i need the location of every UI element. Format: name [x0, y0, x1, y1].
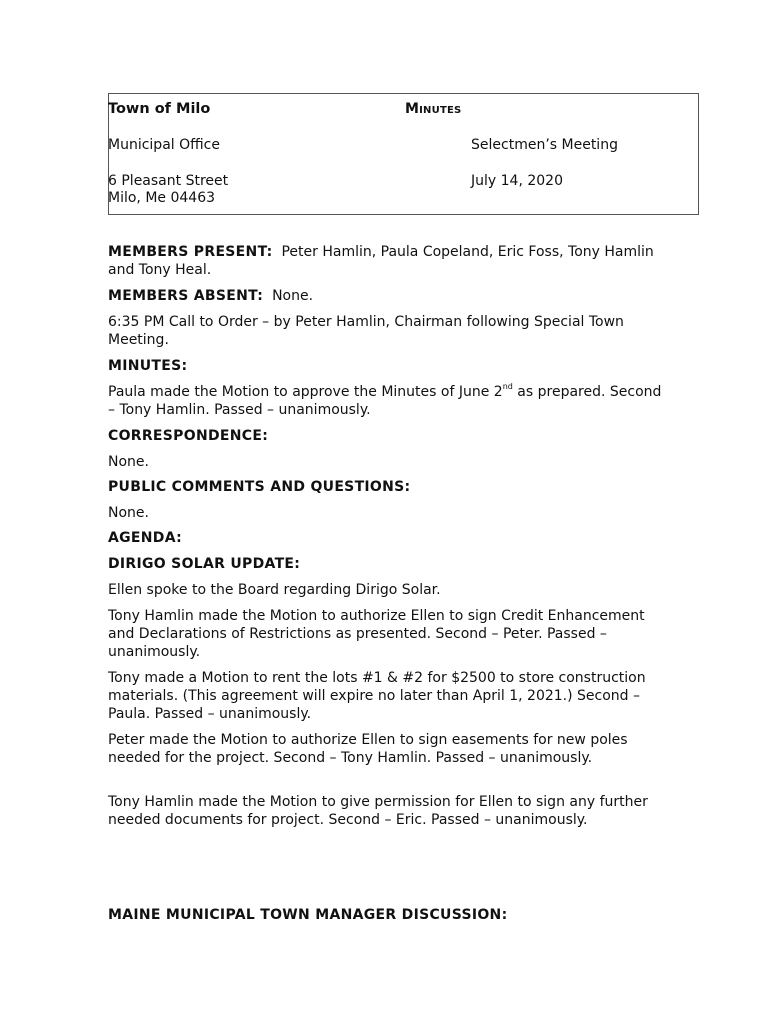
minutes-heading: MINUTES:: [108, 358, 188, 374]
minutes-title: Minutes: [405, 101, 462, 117]
dirigo-heading: DIRIGO SOLAR UPDATE:: [108, 556, 301, 572]
members-present-label: MEMBERS PRESENT:: [108, 244, 273, 260]
dirigo-paragraph: Ellen spoke to the Board regarding Dirigo Solar.: [108, 582, 441, 598]
town-name: Town of Milo: [108, 101, 211, 117]
call-to-order: 6:35 PM Call to Order – by Peter Hamlin, Chairman following Special Town Meeting.: [108, 314, 624, 348]
meeting-date: July 14, 2020: [471, 173, 563, 189]
dirigo-paragraph: Tony Hamlin made the Motion to give permission for Ellen to sign any further needed documents for project. Second – Eric. Passed – unanimously.: [108, 794, 648, 828]
header-box: [108, 93, 699, 215]
agenda-heading: AGENDA:: [108, 530, 183, 546]
members-present-text: Peter Hamlin, Paula Copeland, Eric Foss, Tony Hamlin and Tony Heal.: [108, 244, 654, 278]
office-name: Municipal Office: [108, 137, 220, 153]
public-comments-text: None.: [108, 505, 149, 521]
members-absent-text: None.: [272, 288, 314, 304]
street-address: 6 Pleasant Street: [108, 173, 229, 189]
maine-manager-heading: MAINE MUNICIPAL TOWN MANAGER DISCUSSION:: [108, 907, 508, 923]
meeting-type: Selectmen’s Meeting: [471, 137, 618, 153]
city-address: Milo, Me 04463: [108, 190, 216, 206]
minutes-text: [108, 383, 668, 419]
dirigo-paragraph: Tony Hamlin made the Motion to authorize Ellen to sign Credit Enhancement and Declarations of Restrictions as presented. Second – Peter. Passed – unanimously.: [108, 608, 645, 660]
members-absent: [108, 287, 668, 305]
dirigo-paragraph: Tony made a Motion to rent the lots #1 & #2 for $2500 to store construction materials. (This agreement will expire no later than April 1, 2021.) Second – Paula. Passed – unanimously.: [108, 670, 646, 722]
public-comments-heading: PUBLIC COMMENTS AND QUESTIONS:: [108, 479, 411, 495]
members-absent-label: MEMBERS ABSENT:: [108, 288, 264, 304]
minutes-text-start: Paula made the Motion to approve the Minutes of June 2: [108, 384, 503, 400]
members-present: [108, 243, 668, 279]
correspondence-heading: CORRESPONDENCE:: [108, 428, 269, 444]
dirigo-paragraph: Peter made the Motion to authorize Ellen to sign easements for new poles needed for the project. Second – Tony Hamlin. Passed – unanimously.: [108, 732, 628, 766]
minutes-text-superscript: nd: [502, 382, 513, 392]
minutes-text-end: as prepared. Second – Tony Hamlin. Passed – unanimously.: [108, 384, 662, 418]
correspondence-text: None.: [108, 454, 149, 470]
